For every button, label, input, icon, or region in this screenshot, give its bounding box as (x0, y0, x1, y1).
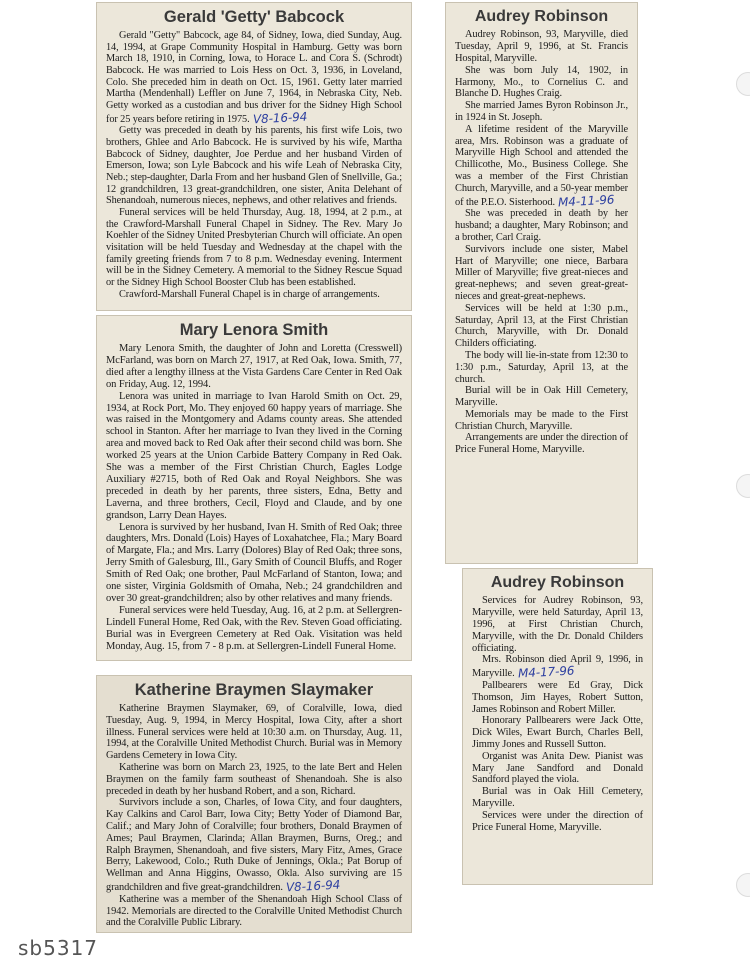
obituary-paragraph: Survivors include a son, Charles, of Iowa City, and four daughters, Kay Calkins and Carol Barr, Iowa City; Betty Yoder of Diamond Bar, Calif.; and Mary John of Coralville; four brothers, Donald Braymen of Ames; Paul Braymen, Clarinda; Allan Braymen, Burns, Oreg.; and Ralph Braymen, Shenandoah, and five sisters, Mary Fitz, Ames, Grace Berry, Lakewood, Colo.; Ruth Duke of Jennings, Okla.; Pat Borup of Wellman and Anna Higgins, Owasso, Okla. Also surviving are 15 grandchildren and five great-grandchildren. V8-16-94 (106, 797, 402, 895)
punch-hole (736, 474, 750, 498)
obituary-paragraph: Burial was in Oak Hill Cemetery, Maryville. (472, 786, 643, 809)
handwritten-date-note: V8-16-94 (252, 109, 308, 127)
obituary-paragraph: Mary Lenora Smith, the daughter of John and Loretta (Cresswell) McFarland, was born on March 27, 1917, at Red Oak, Iowa. Smith, 77, died after a lengthy illness at the Vista Gardens Care Center in Red Oak on Friday, Aug. 12, 1994. (106, 342, 402, 390)
obituary-paragraph: Audrey Robinson, 93, Maryville, died Tuesday, April 9, 1996, at St. Francis Hospital, Maryville. (455, 29, 628, 64)
obituary-paragraph: Funeral services were held Tuesday, Aug. 16, at 2 p.m. at Sellergren-Lindell Funeral Home, Red Oak, with the Rev. Steven Goad officiating. Burial was in Evergreen Cemetery at Red Oak. Visitation was held Monday, Aug. 15, from 7 - 8 p.m. at Sellergren-Lindell Funeral Home. (106, 604, 402, 652)
obituary-paragraph: Organist was Anita Dew. Pianist was Mary Jane Sandford and Donald Sandford played the viola. (472, 750, 643, 786)
obituary-heading: Mary Lenora Smith (179, 321, 329, 339)
obituary-paragraph: Katherine was a member of the Shenandoah High School Class of 1942. Memorials are directed to the Coralville United Methodist Church and the Coralville Public Library. (106, 893, 402, 929)
obituary-paragraph: Memorials may be made to the First Christian Church, Maryville. (455, 408, 628, 432)
obituary-heading: Audrey Robinson (474, 8, 609, 25)
obituary-clipping-robinson-notice (445, 2, 638, 564)
punch-hole (736, 873, 750, 897)
obituary-heading: Katherine Braymen Slaymaker (134, 681, 374, 699)
obituary-paragraph: Katherine was born on March 23, 1925, to the late Bert and Helen Braymen on the family farm southeast of Shenandoah. She is also preceded in death by her husband Robert, and a son, Richard. (106, 761, 402, 797)
obituary-paragraph: Honorary Pallbearers were Jack Otte, Dick Wiles, Ewart Burch, Charles Bell, Jimmy Jones and Russell Sutton. (472, 715, 643, 750)
punch-hole (736, 72, 750, 96)
obituary-paragraph: Mrs. Robinson died April 9, 1996, in Maryville. M4-17-96 (472, 654, 643, 681)
obituary-heading: Audrey Robinson (490, 574, 625, 591)
obituary-paragraph: The body will lie-in-state from 12:30 to 1:30 p.m., Saturday, April 13, at the church. (455, 349, 628, 385)
obituary-paragraph: Lenora is survived by her husband, Ivan H. Smith of Red Oak; three daughters, Mrs. Donald (Lois) Hayes of Loxahatchee, Fla.; Mary Board of Margate, Fla.; and Mrs. Larry (Dolores) Blay of Red Oak; three sons, Jerry Smith of Galesburg, Ill., Gary Smith of Council Bluffs, and Roger Smith of Red Oak; one brother, Paul McFarland of Stanton, Iowa; and one sister, Virginia Goldsmith of Omaha, Neb.; 24 grandchildren and over 30 great-grandchildren; also by other relatives and many friends. (106, 521, 402, 604)
obituary-heading: Gerald 'Getty' Babcock (163, 8, 345, 26)
obituary-paragraph: Services for Audrey Robinson, 93, Maryville, were held Saturday, April 13, 1996, at First Christian Church, Maryville, with the Dr. Donald Childers officiating. (472, 595, 643, 654)
obituary-paragraph: Services will be held at 1:30 p.m., Saturday, April 13, at the First Christian Church, Maryville, with Dr. Donald Childers officiating. (455, 302, 628, 350)
handwritten-date-note: M4-11-96 (557, 192, 615, 210)
obituary-clipping-robinson-services (462, 568, 653, 885)
obituary-paragraph: Katherine Braymen Slaymaker, 69, of Coralville, Iowa, died Tuesday, Aug. 9, 1994, in Mercy Hospital, Iowa City, after a short illness. Funeral services were held at 10:30 a.m. on Thursday, Aug. 11, 1994, at the Coralville United Methodist Church. Burial was in Memory Gardens Cemetery in Iowa City. (106, 702, 402, 762)
handwritten-date-note: M4-17-96 (517, 663, 575, 681)
obituary-paragraph: Funeral services will be held Thursday, Aug. 18, 1994, at 2 p.m., at the Crawford-Marshall Funeral Chapel in Sidney. The Rev. Mary Jo Koehler of the Sidney United Presbyterian Church will officiate. An open visitation will be held Tuesday and Wednesday at the chapel with the family greeting friends from 7 to 8 p.m. Wednesday evening. Interment will be in the Sidney Cemetery. A memorial to the Sidney Rescue Squad or the Sidney High School Booster Club has been established. (106, 207, 403, 289)
obituary-paragraph: Survivors include one sister, Mabel Hart of Maryville; one niece, Barbara Miller of Maryville; five great-nieces and great-nephews; and seven great-great-nieces and great-great-nephews. (455, 243, 628, 302)
handwritten-date-note: V8-16-94 (285, 877, 341, 895)
catalog-number: sb5317 (18, 936, 99, 960)
obituary-clipping-slaymaker (96, 675, 412, 933)
obituary-paragraph: Pallbearers were Ed Gray, Dick Thomson, Jim Hayes, Robert Sutton, James Robinson and Robert Miller. (472, 679, 643, 715)
obituary-paragraph: Services were under the direction of Price Funeral Home, Maryville. (472, 809, 643, 833)
obituary-clipping-smith (96, 315, 412, 661)
obituary-paragraph: Crawford-Marshall Funeral Chapel is in charge of arrangements. (119, 288, 380, 300)
obituary-paragraph: She married James Byron Robinson Jr., in 1924 in St. Joseph. (455, 100, 628, 123)
obituary-paragraph: A lifetime resident of the Maryville area, Mrs. Robinson was a graduate of Maryville High School and attended the Chillicothe, Mo., Business College. She was a member of the First Christian Church, Maryville, and a 50-year member of the P.E.O. Sisterhood. M4-11-96 (455, 123, 628, 210)
obituary-paragraph: Gerald "Getty" Babcock, age 84, of Sidney, Iowa, died Sunday, Aug. 14, 1994, at Grape Community Hospital in Hamburg. Getty was born March 18, 1910, in Corning, Iowa, to Horace L. and Cora S. (Schrodt) Babcock. He was married to Lois Hess on Oct. 3, 1936, in Loveland, Colo. She preceded him in death on Oct. 15, 1961. Getty later married Martha (Mendenhall) Leffler on June 7, 1964, in Nebraska City, Neb. Getty worked as a custodian and bus driver for the Sidney High School for 25 years before retiring in 1975. V8-16-94 (106, 29, 402, 127)
obituary-paragraph: She was preceded in death by her husband; a daughter, Mary Robinson; and a brother, Carl Craig. (455, 208, 628, 243)
obituary-clipping-babcock (96, 2, 412, 311)
obituary-paragraph: She was born July 14, 1902, in Harmony, Mo., to Cornelius C. and Blanche D. Hughes Craig. (455, 64, 628, 100)
obituary-paragraph: Getty was preceded in death by his parents, his first wife Lois, two brothers, Ghlee and Arlo Babcock. He is survived by his wife, Martha Babcock of Sidney, daughter, Joe Perdue and her husband Virden of Emerson, Iowa; son Lyle Babcock and his wife Leah of Nebraska City, Neb.; step-daughter, Darla From and her husband Glen of Snellville, Ga.; 12 grandchildren, 13 great-grandchildren, one sister, Anita Delehant of Shenandoah, numerous nieces, nephews, and other relatives and friends. (106, 125, 402, 207)
obituary-paragraph: Lenora was united in marriage to Ivan Harold Smith on Oct. 29, 1934, at Rock Port, Mo. They enjoyed 60 happy years of marriage. She was raised in the Montgomery and Adams county areas. She attended school in Stanton. After her marriage to Ivan they lived in the Corning area and moved back to Red Oak after their second child was born. She worked 25 years at the Union Carbide Battery Company in Red Oak. She was a member of the First Christian Church, Eagles Lodge Auxiliary #2715, both of Red Oak and Royal Neighbors. She was preceded in death by her parents, three sisters, Edna, Betty and Laverna, and three brothers, Cecil, Floyd and Claude, and by one grandson, Larry Dean Hayes. (106, 390, 402, 521)
obituary-paragraph: Arrangements are under the direction of Price Funeral Home, Maryville. (455, 432, 628, 456)
obituary-paragraph: Burial will be in Oak Hill Cemetery, Maryville. (455, 385, 628, 409)
